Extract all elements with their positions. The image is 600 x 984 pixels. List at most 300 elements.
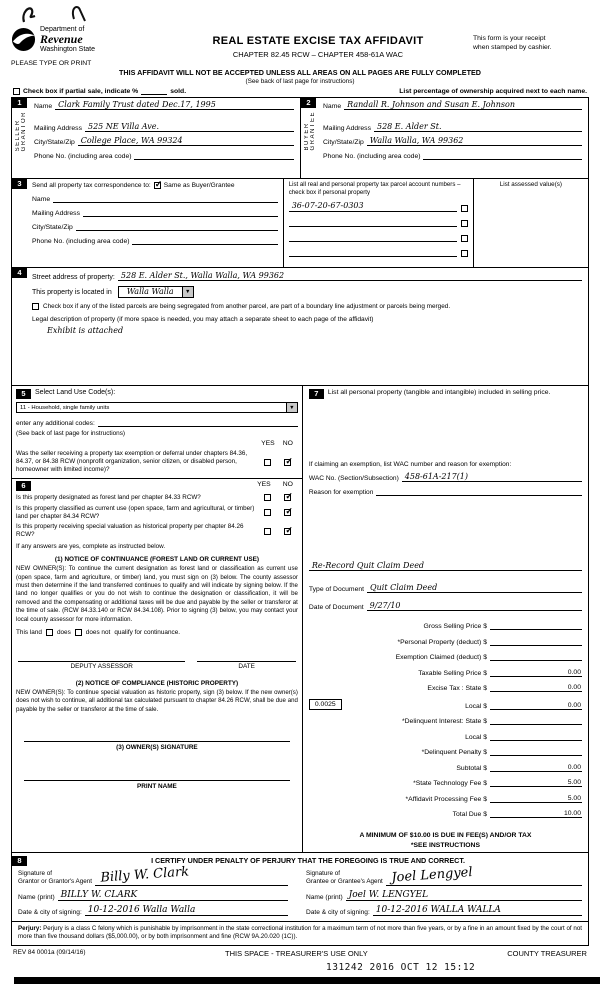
reason-label: Reason for exemption bbox=[308, 489, 374, 497]
state-technology-fee-field[interactable] bbox=[490, 778, 582, 787]
grantor-name-value: BILLY W. CLARK bbox=[60, 889, 138, 900]
chevron-down-icon[interactable]: ▼ bbox=[286, 403, 297, 412]
grantee-name-field[interactable] bbox=[346, 891, 582, 901]
deputy-date-field[interactable] bbox=[197, 654, 295, 662]
grantor-signature-block bbox=[18, 864, 300, 916]
historic-yes-checkbox[interactable] bbox=[264, 528, 271, 535]
land-use-code-value: 11 - Household, single family units bbox=[20, 404, 110, 411]
seller-csz-row bbox=[34, 136, 294, 146]
reason-value: Re-Record Quit Claim Deed bbox=[311, 560, 425, 570]
wac-field[interactable] bbox=[402, 472, 582, 482]
personal-property-checkbox-1[interactable] bbox=[461, 205, 468, 212]
buyer-phone-label: Phone No. (including area code) bbox=[323, 153, 421, 161]
money-value: 5.00 bbox=[567, 794, 581, 802]
grantor-signature-field[interactable] bbox=[95, 864, 288, 886]
check-mark: ✓ bbox=[285, 506, 293, 517]
doc-type-field[interactable] bbox=[367, 583, 582, 593]
money-value: 0.00 bbox=[567, 701, 581, 709]
parcel-row-3 bbox=[289, 233, 468, 242]
deferral-question: Was the seller receiving a property tax exemption or deferral under chapters 84.36, 84.37, or 84.38 RCW (nonprofit organization, senior citizen, or disabled person, homeowner with limited income)? bbox=[16, 450, 248, 473]
deferral-no-cell bbox=[278, 455, 298, 466]
buyer-mailing-label: Mailing Address bbox=[323, 125, 371, 133]
grantor-date-label: Date & city of signing: bbox=[18, 909, 82, 916]
delinquent-penalty-label: *Delinquent Penalty $ bbox=[421, 749, 487, 757]
local-rate-box: 0.0025 bbox=[309, 699, 342, 710]
does-not-checkbox[interactable] bbox=[75, 629, 82, 636]
corr-mailing-row bbox=[32, 207, 278, 217]
q3-no-cell bbox=[278, 524, 298, 535]
spacer bbox=[323, 110, 582, 118]
seller-csz-field[interactable] bbox=[78, 136, 294, 146]
parcel-row-2 bbox=[289, 218, 468, 227]
yes-header-6: YES bbox=[257, 480, 271, 488]
located-label: This property is located in bbox=[32, 288, 112, 296]
buyer-section bbox=[300, 98, 588, 178]
personal-property-header bbox=[309, 389, 582, 399]
buyer-mailing-row bbox=[323, 122, 582, 132]
corr-mailing-label: Mailing Address bbox=[32, 210, 80, 218]
assessed-value-column bbox=[473, 179, 588, 267]
segregated-checkbox[interactable] bbox=[32, 303, 39, 310]
see-back-note-2: (See back of last page for instructions) bbox=[16, 430, 126, 438]
current-use-yes-checkbox[interactable] bbox=[264, 509, 271, 516]
land-use-title: Select Land Use Code(s): bbox=[35, 389, 116, 397]
affidavit-form bbox=[11, 26, 589, 958]
county-treasurer-label: COUNTY TREASURER bbox=[507, 949, 587, 959]
street-address-label: Street address of property: bbox=[32, 274, 115, 282]
deferral-no-checkbox[interactable] bbox=[284, 455, 293, 466]
doc-type-value: Quit Claim Deed bbox=[370, 582, 438, 592]
grantee-signature-block bbox=[300, 864, 582, 916]
chapter-subtitle: CHAPTER 82.45 RCW – CHAPTER 458-61A WAC bbox=[232, 50, 404, 59]
money-row bbox=[309, 809, 582, 818]
wac-row bbox=[309, 472, 582, 482]
this-land-row bbox=[16, 629, 298, 636]
scan-edge-bar bbox=[14, 977, 600, 984]
exemption-claimed-label: Exemption Claimed (deduct) $ bbox=[395, 654, 487, 662]
section4-number: 4 bbox=[12, 268, 27, 278]
grantee-name-print-label: Name (print) bbox=[306, 894, 343, 901]
buyer-mailing-field[interactable] bbox=[374, 122, 582, 132]
classification-section bbox=[12, 479, 302, 852]
q2-yes-cell bbox=[258, 509, 278, 516]
agency-revenue: Revenue bbox=[40, 32, 83, 47]
affidavit-processing-fee-field[interactable] bbox=[490, 794, 582, 803]
signature-columns bbox=[18, 864, 582, 916]
gross-selling-price-field[interactable] bbox=[490, 621, 582, 630]
signature-of-label: Signature of bbox=[306, 870, 340, 878]
deputy-labels bbox=[16, 663, 298, 670]
section6-header bbox=[16, 481, 298, 491]
owners-signature-label: (3) OWNER(S) SIGNATURE bbox=[116, 744, 198, 752]
parcel-number-value: 36-07-20-67-0303 bbox=[291, 201, 364, 211]
corr-phone-row bbox=[32, 235, 278, 245]
partial-sale-label: Check box if partial sale, indicate % bbox=[23, 88, 139, 96]
assessed-value-header: List assessed value(s) bbox=[499, 181, 563, 189]
grantor-date-value: 10-12-2016 Walla Walla bbox=[87, 904, 196, 915]
personal-property-deduct-field[interactable] bbox=[490, 637, 582, 646]
perjury-label: Perjury: bbox=[18, 925, 42, 932]
land-use-header bbox=[16, 389, 298, 399]
sold-label: sold. bbox=[170, 88, 187, 96]
this-land-label: This land bbox=[16, 629, 42, 636]
street-address-field[interactable] bbox=[118, 271, 582, 281]
local-tax-field[interactable] bbox=[490, 701, 582, 710]
delinquent-interest-local-label: Local $ bbox=[465, 733, 487, 741]
seller-mailing-row bbox=[34, 122, 294, 132]
see-instructions-note: *SEE INSTRUCTIONS bbox=[410, 842, 480, 850]
reason-field[interactable] bbox=[376, 486, 582, 496]
does-label: does bbox=[56, 629, 71, 636]
deferral-yes-checkbox[interactable] bbox=[264, 459, 271, 466]
deputy-assessor-signature-field[interactable] bbox=[18, 654, 185, 662]
money-value: 0.00 bbox=[567, 763, 581, 771]
seller-csz-value: College Place, WA 99324 bbox=[80, 135, 183, 145]
county-dropdown[interactable] bbox=[118, 286, 194, 298]
corr-phone-field[interactable] bbox=[132, 235, 277, 245]
grantor-signature-row bbox=[18, 864, 288, 886]
type-or-print-label: PLEASE TYPE OR PRINT bbox=[11, 60, 92, 68]
correspondence-left bbox=[12, 179, 283, 267]
additional-codes-label: enter any additional codes: bbox=[16, 420, 95, 428]
current-use-question: Is this property classified as current use (open space, farm and agricultural, or timber) land per chapter 84.34 RCW? bbox=[16, 504, 255, 520]
parcel-field-3[interactable] bbox=[289, 233, 457, 242]
grantor-date-field[interactable] bbox=[85, 906, 288, 916]
personal-property-checkbox-3[interactable] bbox=[461, 235, 468, 242]
check-mark: ✓ bbox=[154, 179, 163, 190]
check-mark: ✓ bbox=[285, 491, 293, 502]
percent-sold-field[interactable] bbox=[141, 87, 167, 95]
legal-description-value: Exhibit is attached bbox=[47, 326, 124, 336]
buyer-csz-row bbox=[323, 136, 582, 146]
affidavit-processing-fee-label: *Affidavit Processing Fee $ bbox=[405, 795, 487, 803]
section3-number: 3 bbox=[12, 179, 27, 189]
q1-yes-cell bbox=[258, 494, 278, 501]
current-use-no-checkbox[interactable] bbox=[284, 506, 293, 517]
notice1-body: NEW OWNER(S): To continue the current designation as forest land or classification as current use (open space, farm and agriculture, or timber) land, you must sign on (3) below. The county assessor must then determine if the land transferred continues to qualify and will indicate by signing below. If the land no longer qualifies or you do not wish to continue the designation or classification, it will be removed and the compensating or additional taxes will be due and payable by the seller or transferor at the time of sale. (RCW 84.33.140 or RCW 84.34.108). Prior to signing (3) below, you may contact your local county assessor for more information. bbox=[16, 565, 298, 623]
money-row bbox=[309, 794, 582, 803]
seller-role-label bbox=[15, 111, 27, 151]
money-row bbox=[309, 668, 582, 677]
county-value: Walla Walla bbox=[126, 287, 174, 297]
money-row bbox=[309, 763, 582, 772]
total-due-label: Total Due $ bbox=[452, 811, 487, 819]
corr-name-field[interactable] bbox=[53, 193, 278, 203]
send-correspondence-label: Send all property tax correspondence to: bbox=[32, 182, 151, 190]
grantee-date-row bbox=[306, 906, 582, 916]
notice1-title: (1) NOTICE OF CONTINUANCE (FOREST LAND OR CURRENT USE) bbox=[54, 556, 260, 564]
agency-name bbox=[40, 26, 95, 53]
agency-state: Washington State bbox=[40, 45, 95, 53]
seller-mailing-value: 525 NE Villa Ave. bbox=[87, 121, 160, 131]
money-value: 5.00 bbox=[567, 779, 581, 787]
doc-date-value: 9/27/10 bbox=[369, 600, 401, 610]
buyer-csz-field[interactable] bbox=[367, 136, 582, 146]
excise-tax-state-field[interactable] bbox=[490, 683, 582, 692]
taxable-selling-price-field[interactable] bbox=[490, 668, 582, 677]
form-title: REAL ESTATE EXCISE TAX AFFIDAVIT bbox=[212, 35, 424, 47]
does-checkbox[interactable] bbox=[46, 629, 53, 636]
money-row bbox=[309, 621, 582, 630]
signature-of-label: Signature of bbox=[18, 870, 52, 878]
form-header bbox=[11, 26, 589, 67]
seller-section bbox=[12, 98, 300, 178]
grantee-signature-label bbox=[306, 870, 383, 886]
land-use-dropdown[interactable] bbox=[16, 402, 298, 413]
seller-word: SELLER bbox=[15, 119, 21, 152]
excise-tax-state-label: Excise Tax : State $ bbox=[427, 685, 487, 693]
historic-row bbox=[16, 523, 298, 539]
spacer bbox=[112, 403, 286, 412]
spacer bbox=[34, 110, 294, 118]
section5-number: 5 bbox=[16, 389, 31, 399]
subtotal-field[interactable] bbox=[490, 763, 582, 772]
local-tax-label: Local $ bbox=[465, 702, 487, 710]
acceptance-warning: THIS AFFIDAVIT WILL NOT BE ACCEPTED UNLESS ALL AREAS ON ALL PAGES ARE FULLY COMPLETED bbox=[119, 68, 481, 78]
deferral-yes-cell bbox=[258, 459, 278, 466]
forest-yes-checkbox[interactable] bbox=[264, 494, 271, 501]
qualify-label: qualify for continuance. bbox=[114, 629, 181, 636]
seller-phone-label: Phone No. (including area code) bbox=[34, 153, 132, 161]
seller-name-row bbox=[34, 100, 294, 110]
does-not-label: does not bbox=[85, 629, 111, 636]
buyer-name-row bbox=[323, 100, 582, 110]
same-as-buyer-label: Same as Buyer/Grantee bbox=[163, 182, 235, 190]
current-use-row bbox=[16, 505, 298, 521]
money-row-local-rate bbox=[309, 699, 582, 710]
certification-section bbox=[12, 853, 588, 922]
parcel-number-field[interactable] bbox=[289, 203, 457, 212]
buyer-name-value: Randall R. Johnson and Susan E. Johnson bbox=[347, 99, 515, 109]
doc-type-label: Type of Document bbox=[308, 586, 365, 594]
receipt-note-line1: This form is your receipt bbox=[473, 35, 546, 42]
same-as-buyer-checkbox[interactable] bbox=[154, 179, 163, 190]
money-value: 0.00 bbox=[567, 668, 581, 676]
print-name-label: PRINT NAME bbox=[137, 783, 177, 791]
money-row bbox=[309, 637, 582, 646]
owners-signature-field[interactable] bbox=[24, 734, 290, 742]
perjury-text: Perjury is a class C felony which is punishable by imprisonment in the state correctional institution for a maximum term of not more than five years, or by a fine in an amount fixed by the court of not more than five thousand dollars ($5,000.00), or by both imprisonment and fine (RCW 9A.20.020 (1C)). bbox=[18, 925, 582, 941]
corr-name-label: Name bbox=[32, 196, 51, 204]
taxable-selling-price-label: Taxable Selling Price $ bbox=[418, 669, 487, 677]
agency-logo-block bbox=[11, 26, 163, 67]
personal-property-label: List all personal property (tangible and intangible) included in selling price. bbox=[327, 389, 551, 397]
partial-sale-checkbox[interactable] bbox=[13, 88, 20, 95]
agency-dept: Department of bbox=[40, 26, 85, 33]
corr-csz-field[interactable] bbox=[76, 221, 278, 231]
grantor-name-print-label: Name (print) bbox=[18, 894, 55, 901]
title-block bbox=[163, 26, 473, 59]
wac-value: 458-61A-217(1) bbox=[404, 471, 469, 481]
parcel-row-4 bbox=[289, 248, 468, 257]
property-address-section bbox=[12, 268, 588, 386]
grantee-signature-row bbox=[306, 864, 582, 886]
delinquent-interest-state-label: *Delinquent Interest: State $ bbox=[401, 718, 487, 726]
partial-sale-left bbox=[13, 87, 186, 95]
forest-no-checkbox[interactable] bbox=[284, 491, 293, 502]
corr-csz-row bbox=[32, 221, 278, 231]
grantee-name-row bbox=[306, 891, 582, 901]
delinquent-interest-local-field[interactable] bbox=[490, 732, 582, 741]
grantee-name-value: Joel W. LENGYEL bbox=[348, 889, 429, 900]
buyer-csz-label: City/State/Zip bbox=[323, 139, 364, 147]
money-row bbox=[309, 747, 582, 756]
treasurer-space-label: THIS SPACE - TREASURER'S USE ONLY bbox=[225, 949, 368, 959]
grantor-agent-label: Grantor or Grantor's Agent bbox=[18, 878, 93, 886]
deputy-lines bbox=[16, 654, 298, 662]
minimum-due-note: A MINIMUM OF $10.00 IS DUE IN FEE(S) AND/OR TAX bbox=[359, 832, 532, 840]
left-column bbox=[12, 386, 303, 852]
dor-logo-icon bbox=[11, 27, 36, 52]
certify-statement: I CERTIFY UNDER PENALTY OF PERJURY THAT THE FOREGOING IS TRUE AND CORRECT. bbox=[151, 856, 465, 866]
tax-column bbox=[303, 386, 588, 852]
receipt-note-line2: when stamped by cashier. bbox=[473, 43, 552, 51]
section1-number: 1 bbox=[12, 98, 27, 108]
partial-sale-row bbox=[11, 87, 589, 95]
form-body bbox=[11, 97, 589, 946]
additional-codes-field[interactable] bbox=[98, 417, 298, 427]
subtotal-label: Subtotal $ bbox=[456, 764, 487, 772]
notice2-body: NEW OWNER(S): To continue special valuation as historic property, sign (3) below. If the new owner(s) does not wish to continue, all additional tax calculated pursuant to chapter 84.26 RCW, shall be due and payable by the seller or transferor at the time of sale. bbox=[16, 689, 298, 713]
buyer-word: BUYER bbox=[304, 122, 310, 151]
money-row bbox=[309, 716, 582, 725]
personal-property-deduct-label: *Personal Property (deduct) $ bbox=[397, 638, 487, 646]
deferral-question-row bbox=[16, 450, 298, 474]
doc-date-label: Date of Document bbox=[308, 604, 364, 612]
send-correspondence-row bbox=[32, 179, 278, 190]
ownership-note: List percentage of ownership acquired next to each name. bbox=[399, 88, 587, 96]
parcel-row-1 bbox=[289, 203, 468, 212]
deputy-assessor-label: DEPUTY ASSESSOR bbox=[70, 663, 133, 670]
segregated-label: Check box if any of the listed parcels are being segregated from another parcel, are part of a boundary line adjustment or parcels being merged. bbox=[43, 303, 451, 311]
corr-phone-label: Phone No. (including area code) bbox=[32, 238, 130, 246]
land-use-section bbox=[12, 386, 302, 479]
reason-field-2[interactable] bbox=[309, 499, 582, 571]
perjury-paragraph bbox=[12, 922, 588, 945]
seller-name-label: Name bbox=[34, 103, 53, 111]
seller-name-field[interactable] bbox=[55, 100, 294, 110]
seller-name-value: Clark Family Trust dated Dec.17, 1995 bbox=[58, 99, 216, 109]
money-row bbox=[309, 778, 582, 787]
corr-name-row bbox=[32, 193, 278, 203]
segregated-row bbox=[32, 303, 582, 310]
doc-date-field[interactable] bbox=[367, 601, 582, 611]
date-label: DATE bbox=[238, 663, 255, 670]
personal-property-blank-area[interactable] bbox=[309, 399, 582, 461]
grantee-word: GRANTEE bbox=[310, 111, 316, 151]
doc-type-row bbox=[309, 583, 582, 593]
q1-no-cell bbox=[278, 491, 298, 502]
money-row bbox=[309, 683, 582, 692]
pen-scribble bbox=[18, 2, 104, 26]
grantor-signature-value: Billy W. Clark bbox=[99, 864, 190, 886]
correspondence-section bbox=[12, 179, 588, 268]
grantor-date-row bbox=[18, 906, 288, 916]
delinquent-penalty-field[interactable] bbox=[490, 747, 582, 756]
delinquent-interest-state-field[interactable] bbox=[490, 716, 582, 725]
money-row bbox=[309, 732, 582, 741]
q3-yes-cell bbox=[258, 528, 278, 535]
buyer-role-label bbox=[304, 111, 316, 151]
reason-row bbox=[309, 486, 582, 496]
grantee-date-label: Date & city of signing: bbox=[306, 909, 370, 916]
section6-number: 6 bbox=[16, 481, 31, 491]
personal-property-checkbox-4[interactable] bbox=[461, 250, 468, 257]
no-header: NO bbox=[282, 440, 293, 448]
street-address-row bbox=[32, 271, 582, 281]
receipt-note bbox=[473, 35, 589, 53]
buyer-phone-row bbox=[323, 150, 582, 160]
grantor-name-field[interactable] bbox=[58, 891, 288, 901]
grantor-name-row bbox=[18, 891, 288, 901]
parcel-field-2[interactable] bbox=[289, 218, 457, 227]
if-yes-note: If any answers are yes, complete as instructed below. bbox=[16, 543, 166, 551]
seller-mailing-field[interactable] bbox=[85, 122, 294, 132]
chevron-down-icon[interactable]: ▼ bbox=[182, 287, 193, 297]
historic-question: Is this property receiving special valuation as historical property per chapter 84.26 RCW? bbox=[16, 523, 244, 539]
street-address-value: 528 E. Alder St., Walla Walla, WA 99362 bbox=[120, 270, 285, 280]
parcel-column bbox=[283, 179, 473, 267]
money-value: 10.00 bbox=[563, 810, 581, 818]
seller-csz-label: City/State/Zip bbox=[34, 139, 75, 147]
grantee-signature-field[interactable] bbox=[386, 864, 582, 886]
seller-mailing-label: Mailing Address bbox=[34, 125, 82, 133]
buyer-name-label: Name bbox=[323, 103, 342, 111]
q2-no-cell bbox=[278, 506, 298, 517]
forest-land-question: Is this property designated as forest land per chapter 84.33 RCW? bbox=[16, 493, 201, 501]
grantor-word: GRANTOR bbox=[21, 111, 27, 152]
no-header-6: NO bbox=[282, 480, 293, 488]
notice2-title: (2) NOTICE OF COMPLIANCE (HISTORIC PROPERTY) bbox=[75, 680, 239, 687]
exemption-claimed-field[interactable] bbox=[490, 652, 582, 661]
buyer-mailing-value: 528 E. Alder St. bbox=[376, 121, 442, 131]
doc-date-row bbox=[309, 601, 582, 611]
yes-header: YES bbox=[261, 440, 275, 448]
parcel-header: List all real and personal property tax parcel account numbers – check box if personal property bbox=[288, 181, 461, 196]
personal-property-checkbox-2[interactable] bbox=[461, 220, 468, 227]
yes-no-header-5 bbox=[16, 440, 298, 447]
money-row bbox=[309, 652, 582, 661]
buyer-phone-field[interactable] bbox=[423, 150, 582, 160]
check-mark: ✓ bbox=[285, 524, 293, 535]
print-name-field[interactable] bbox=[24, 773, 290, 781]
section7-number: 7 bbox=[309, 389, 324, 399]
seller-phone-row bbox=[34, 150, 294, 160]
corr-mailing-field[interactable] bbox=[83, 207, 278, 217]
historic-no-checkbox[interactable] bbox=[284, 524, 293, 535]
parcel-field-4[interactable] bbox=[289, 248, 457, 257]
grantor-signature-label bbox=[18, 870, 92, 886]
middle-columns bbox=[12, 386, 588, 853]
grantee-signature-value: Joel Lengyel bbox=[390, 864, 473, 886]
form-footer bbox=[11, 949, 589, 958]
seller-phone-field[interactable] bbox=[134, 150, 294, 160]
parties-row bbox=[12, 98, 588, 179]
grantee-date-value: 10-12-2016 WALLA WALLA bbox=[375, 904, 501, 915]
cashier-stamp: 131242 2016 OCT 12 15:12 bbox=[326, 962, 476, 973]
additional-codes-row bbox=[16, 417, 298, 427]
gross-selling-price-label: Gross Selling Price $ bbox=[423, 623, 487, 631]
legal-description-label: Legal description of property (if more space is needed, you may attach a separate sheet to each page of the affidavit) bbox=[32, 316, 374, 324]
state-technology-fee-label: *State Technology Fee $ bbox=[413, 780, 487, 788]
grantee-date-field[interactable] bbox=[373, 906, 582, 916]
section8-number: 8 bbox=[12, 856, 27, 866]
buyer-name-field[interactable] bbox=[344, 100, 582, 110]
forest-land-row bbox=[16, 491, 298, 502]
located-row bbox=[32, 286, 582, 298]
see-back-note: (See back of last page for instructions) bbox=[245, 78, 355, 86]
total-due-field[interactable] bbox=[490, 809, 582, 818]
